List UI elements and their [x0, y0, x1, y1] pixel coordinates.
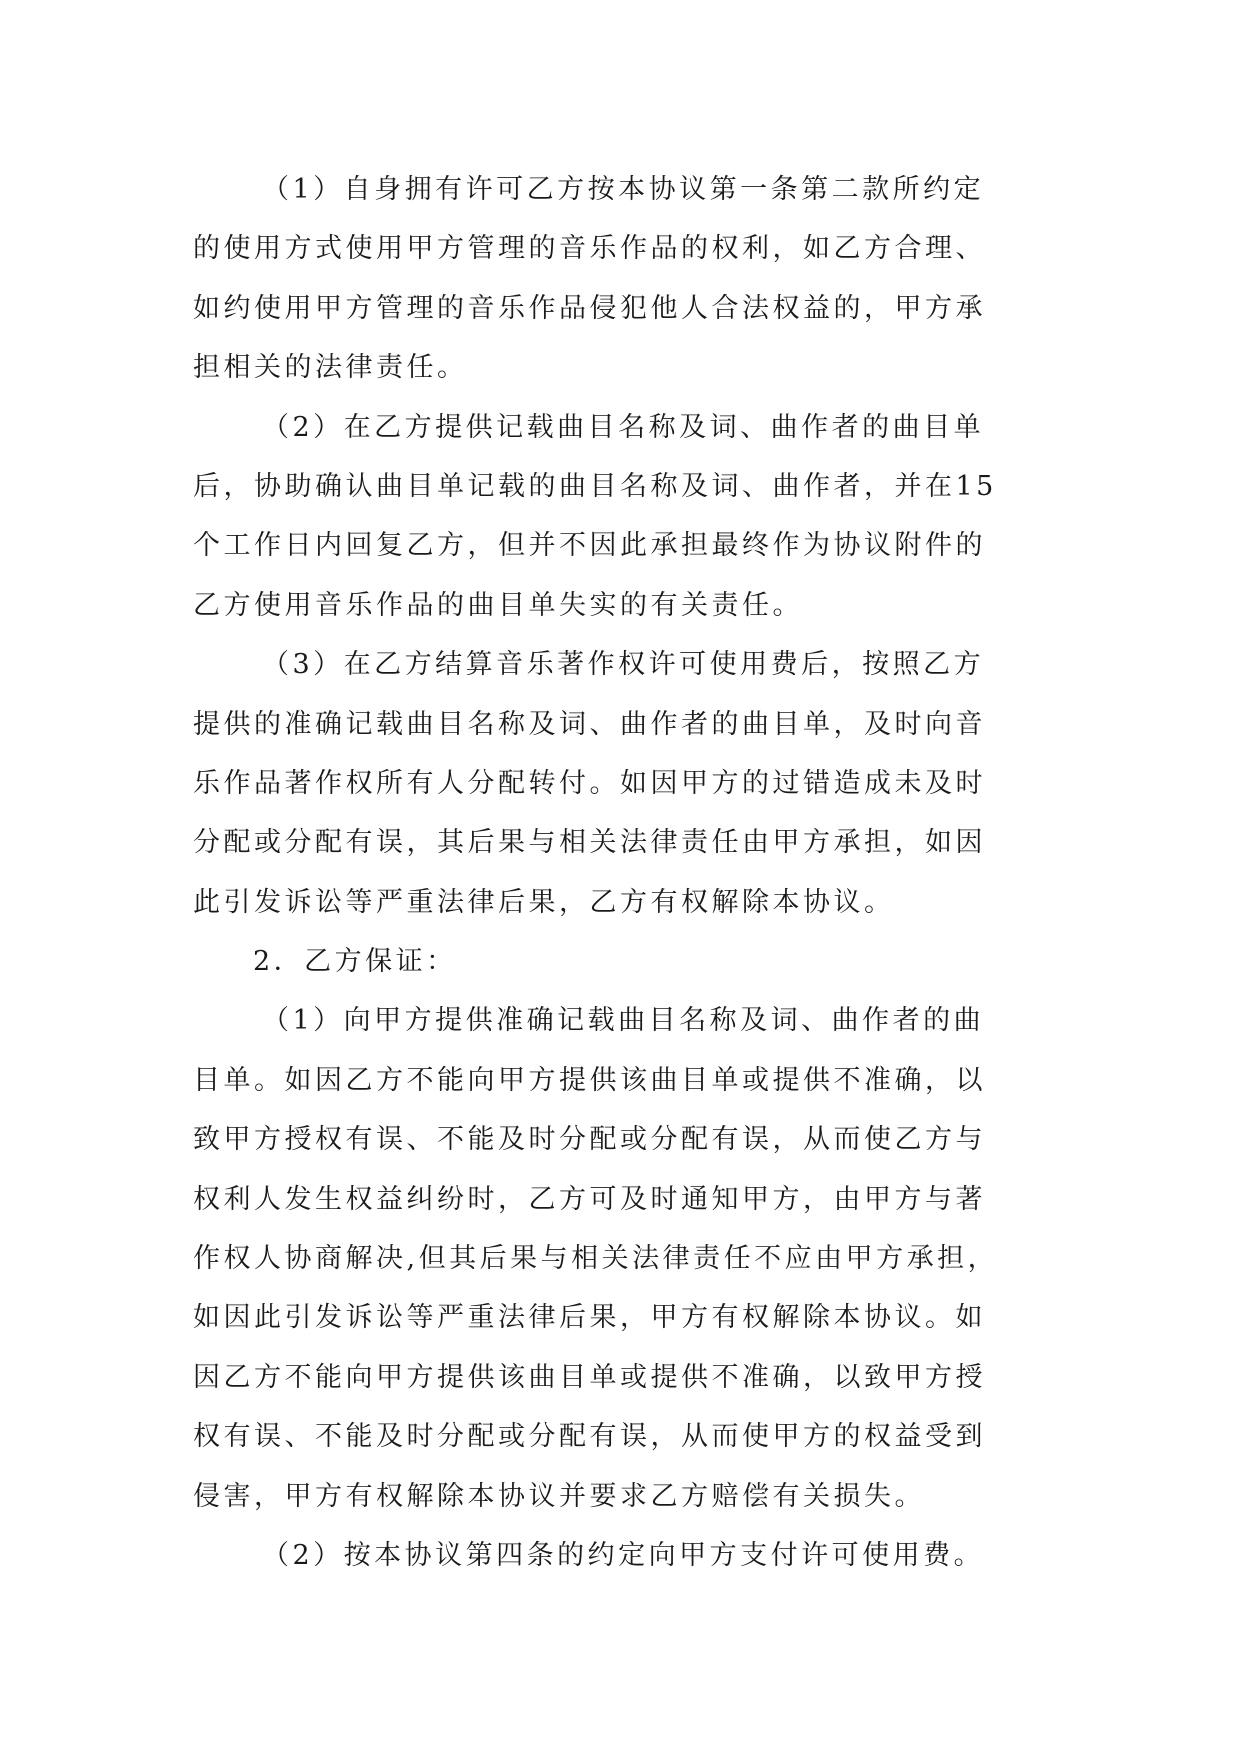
text-line: 乙方使用音乐作品的曲目单失实的有关责任。 [193, 589, 803, 621]
paragraph-guarantee-3 [193, 635, 1053, 932]
text-line: 此引发诉讼等严重法律后果，乙方有权解除本协议。 [193, 886, 895, 918]
text-line: 因乙方不能向甲方提供该曲目单或提供不准确，以致甲方授 [193, 1361, 986, 1393]
text-line: （1）自身拥有许可乙方按本协议第一条第二款所约定 [262, 174, 985, 205]
text-line: 提供的准确记载曲目名称及词、曲作者的曲目单，及时向音 [193, 708, 986, 740]
paragraph-guarantee-2 [193, 398, 1053, 636]
text-line: （2）按本协议第四条的约定向甲方支付许可使用费。 [262, 1539, 985, 1571]
text-line: （2）在乙方提供记载曲目名称及词、曲作者的曲目单 [262, 411, 985, 443]
text-line: 的使用方式使用甲方管理的音乐作品的权利，如乙方合理、 [193, 233, 986, 265]
text-line: 作权人协商解决,但其后果与相关法律责任不应由甲方承担， [193, 1243, 999, 1275]
section-heading: 2．乙方保证： [253, 946, 457, 978]
document-body [193, 160, 1053, 1585]
text-line: 担相关的法律责任。 [193, 352, 468, 384]
text-line: （1）向甲方提供准确记载曲目名称及词、曲作者的曲 [262, 1005, 985, 1037]
text-line: 权利人发生权益纠纷时，乙方可及时通知甲方，由甲方与著 [193, 1183, 986, 1215]
paragraph-party-b-2 [193, 1526, 1053, 1585]
text-line: 乐作品著作权所有人分配转付。如因甲方的过错造成未及时 [193, 767, 986, 799]
text-line: 侵害，甲方有权解除本协议并要求乙方赔偿有关损失。 [193, 1480, 925, 1512]
text-line: 如因此引发诉讼等严重法律后果，甲方有权解除本协议。如 [193, 1302, 986, 1334]
text-line: 个工作日内回复乙方，但并不因此承担最终作为协议附件的 [193, 530, 986, 562]
text-line: 致甲方授权有误、不能及时分配或分配有误，从而使乙方与 [193, 1124, 986, 1156]
text-line: 权有误、不能及时分配或分配有误，从而使甲方的权益受到 [193, 1421, 986, 1453]
text-line: 如约使用甲方管理的音乐作品侵犯他人合法权益的，甲方承 [193, 292, 986, 324]
paragraph-guarantee-1 [193, 160, 1053, 398]
paragraph-party-b-1 [193, 991, 1053, 1526]
text-line: （3）在乙方结算音乐著作权许可使用费后，按照乙方 [262, 649, 985, 681]
text-line: 分配或分配有误，其后果与相关法律责任由甲方承担，如因 [193, 827, 986, 859]
text-line: 目单。如因乙方不能向甲方提供该曲目单或提供不准确，以 [193, 1064, 986, 1096]
text-line: 后，协助确认曲目单记载的曲目名称及词、曲作者，并在15 [193, 470, 997, 502]
section-heading-party-b [193, 932, 1053, 991]
